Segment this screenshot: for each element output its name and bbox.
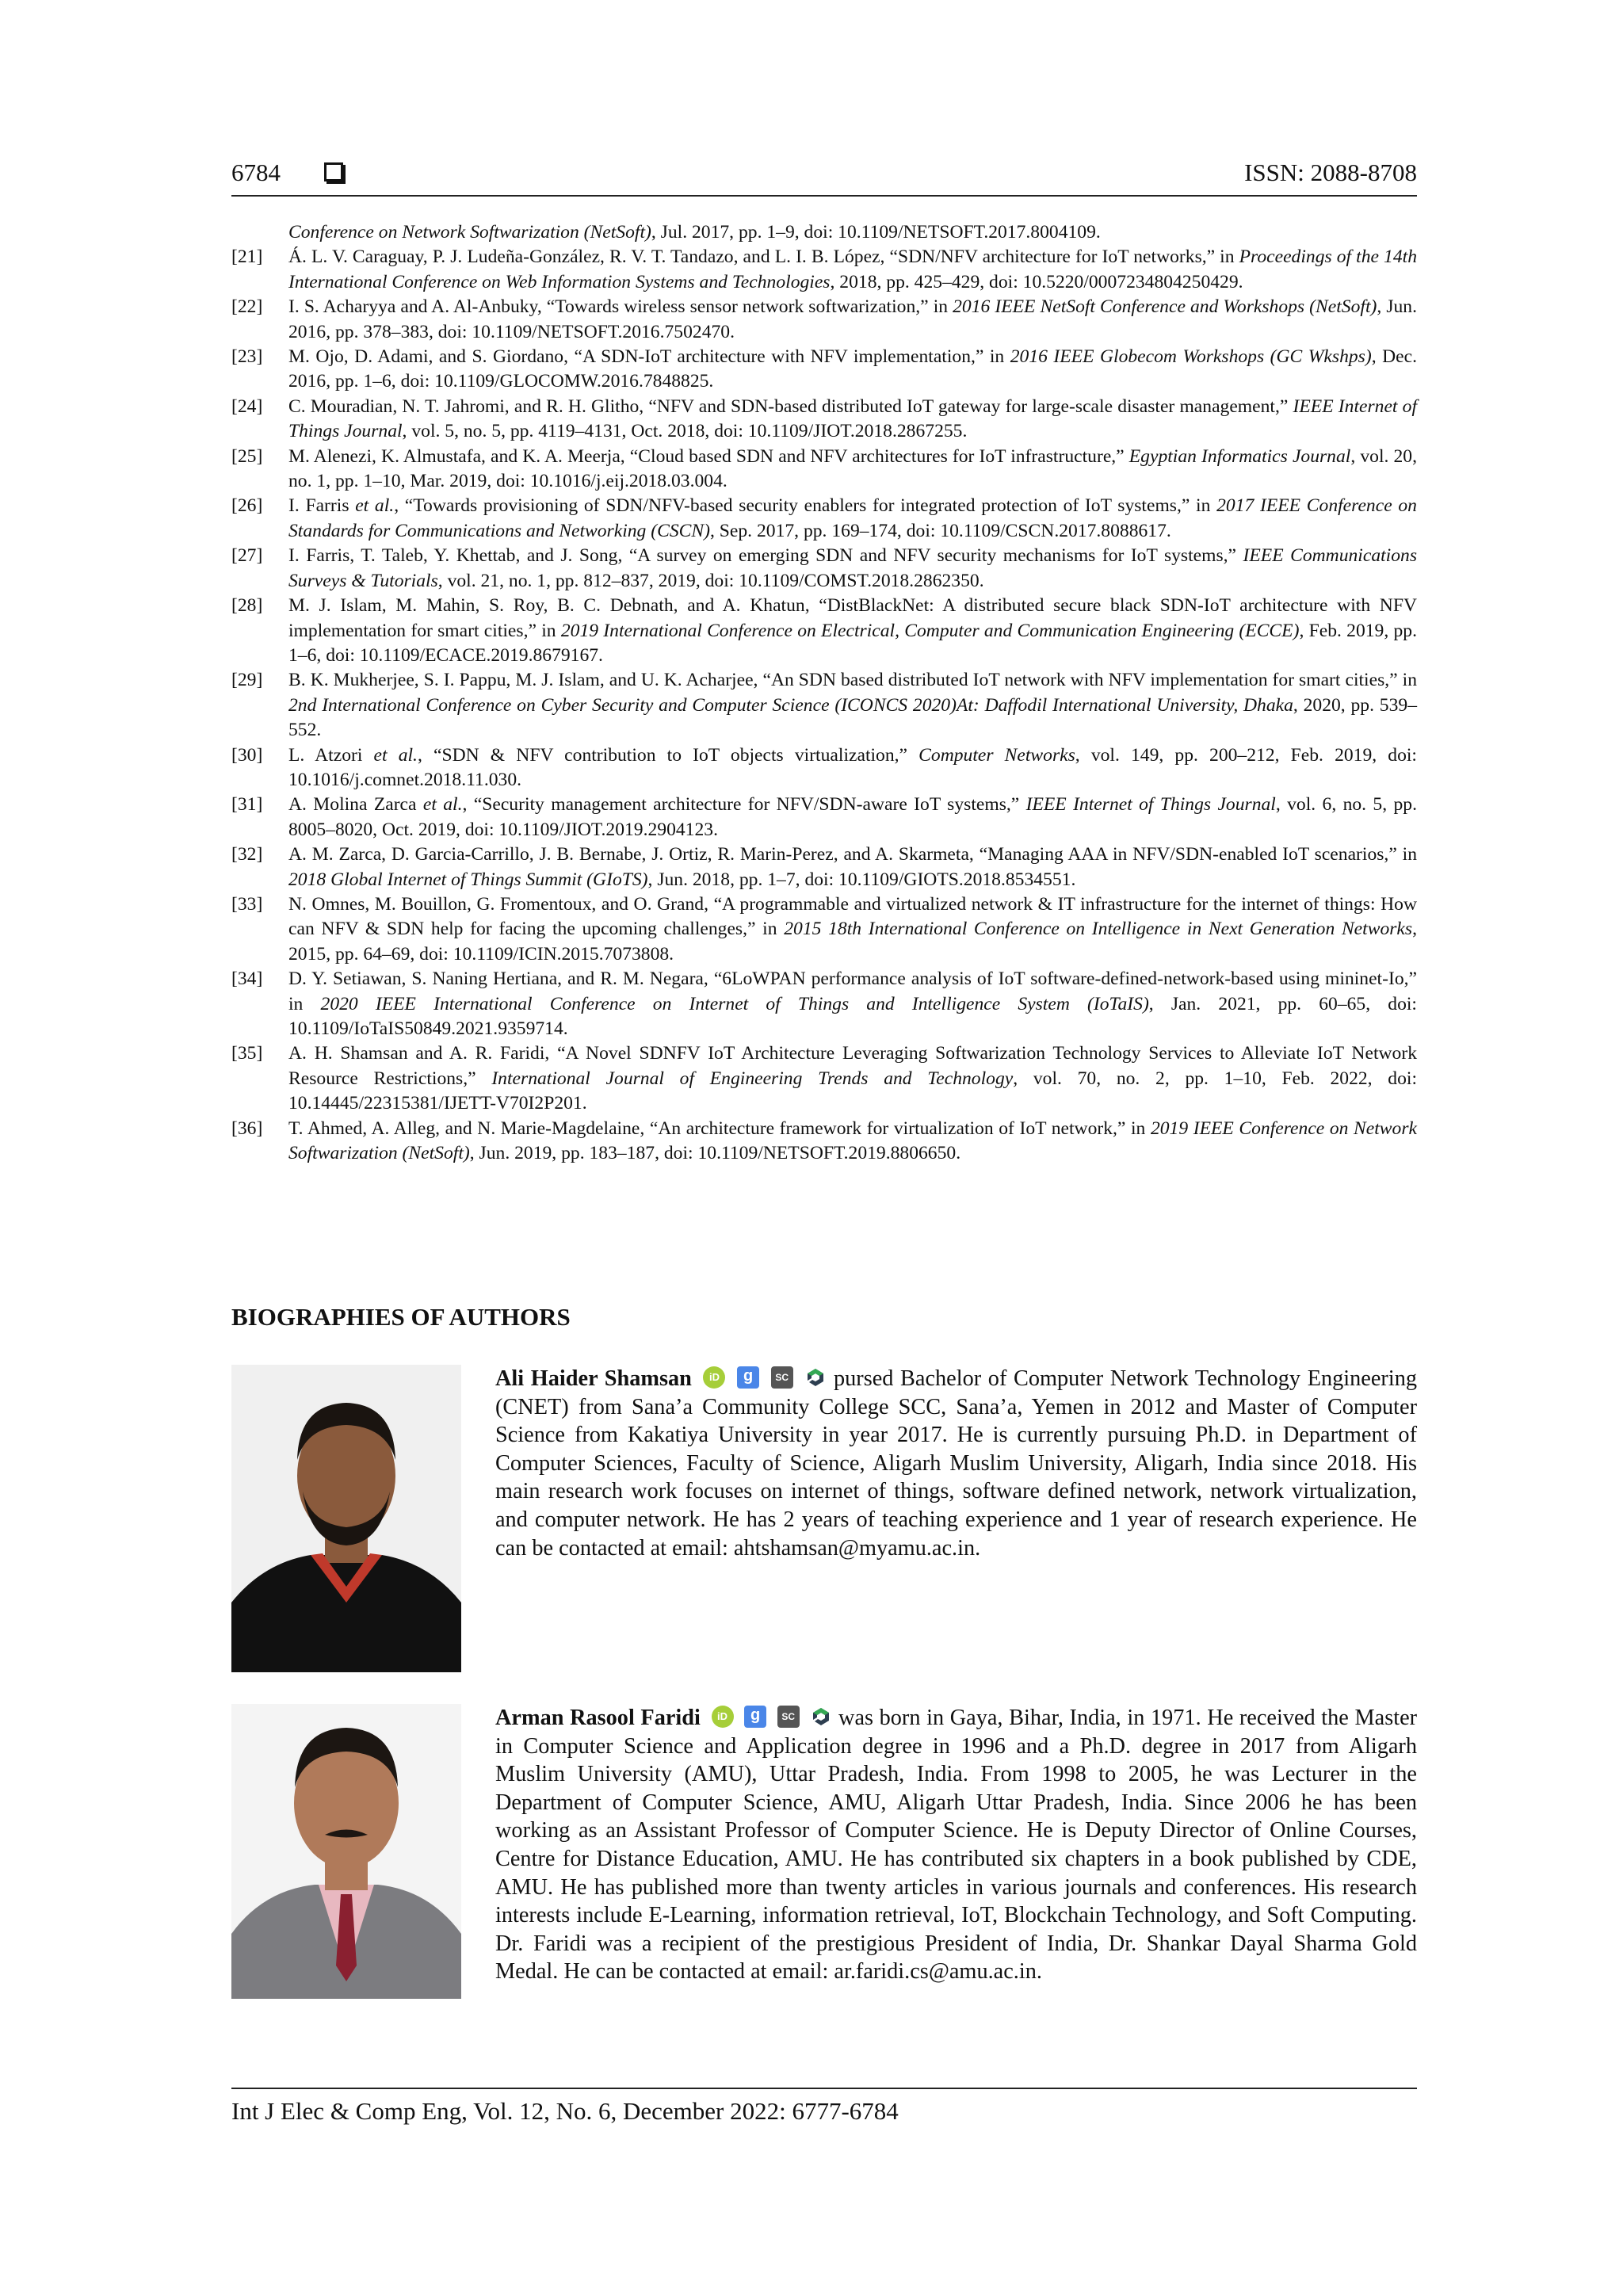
reference-text: I. S. Acharyya and A. Al-Anbuky, “Towards wireless sensor network softwarization,” in (288, 296, 953, 318)
author-description-2: was born in Gaya, Bihar, India, in 1971. He received the Master in Computer Science and Application degree in 1996 and a Ph.D. degree in 2017 from Aligarh Muslim University (AMU), Uttar Pradesh, India. From 1998 to 2005, he was Lecturer in the Department of Computer Science, AMU, Aligarh Uttar Pradesh, India. Since 2006 he has been working as an Assistant Professor of Computer Science. He is Deputy Director of Online Courses, Centre for Distance Education, AMU. He has contributed six chapters in a book published by CDE, AMU. He has published more than twenty articles in various journals and conferences. His research interests include E-Learning, information retrieval, IoT, Blockchain Technology, and Soft Computing. Dr. Faridi was a recipient of the prestigious President of India, Dr. Shankar Dayal Sharma Gold Medal. He can be contacted at email: ar.faridi.cs@amu.ac.in. (495, 1706, 1418, 1985)
reference-text: C. Mouradian, N. T. Jahromi, and R. H. Glitho, “NFV and SDN-based distributed IoT gateway for large-scale disaster management,” (288, 395, 1293, 417)
reference-text: , Sep. 2017, pp. 169–174, doi: 10.1109/CSCN.2017.8088617. (709, 520, 1171, 541)
reference-number: [29] (231, 670, 263, 691)
reference-text: M. J. Islam, M. Mahin, S. Roy, B. C. Debnath, and A. Khatun, “DistBlackNet: A distributed secure black SDN-IoT architecture with NFV implementation for smart cities,” in (288, 595, 1417, 641)
reference-text: , vol. 6, no. 5, pp. 8005–8020, Oct. 2019, doi: 10.1109/JIOT.2019.2904123. (288, 794, 1417, 840)
reference-number: [34] (231, 968, 263, 990)
reference-venue: 2019 International Conference on Electrical, Computer and Communication Engineering (ECCE) (560, 620, 1300, 641)
reference-item (231, 544, 1417, 594)
reference-venue: Conference on Network Softwarization (NetSoft) (288, 222, 651, 243)
reference-text: , “SDN & NFV contribution to IoT objects virtualization,” (417, 744, 919, 766)
reference-venue: IEEE Communications Surveys & Tutorials (288, 545, 1417, 591)
running-header (231, 155, 1417, 197)
reference-text: , 2020, pp. 539–552. (288, 694, 1417, 741)
reference-number: [33] (231, 893, 263, 915)
reference-venue: 2nd International Conference on Cyber Security and Computer Science (ICONCS 2020)At: Daffodil International University, Dhaka (288, 694, 1293, 716)
reference-venue: et al. (373, 744, 418, 766)
reference-venue: IEEE Internet of Things Journal (288, 395, 1417, 442)
reference-item (231, 245, 1417, 295)
reference-number: [30] (231, 744, 263, 766)
author-portrait-1 (231, 1365, 461, 1672)
reference-number: [25] (231, 445, 263, 467)
author-bio-text-2 (495, 1704, 1417, 1986)
author-portrait-2 (231, 1704, 461, 1999)
reference-item (231, 220, 1417, 245)
reference-item (231, 668, 1417, 743)
reference-text: , Dec. 2016, pp. 1–6, doi: 10.1109/GLOCOMW.2016.7848825. (288, 346, 1417, 392)
reference-venue: 2016 IEEE Globecom Workshops (GC Wkshps) (1010, 346, 1372, 368)
reference-text: , “Towards provisioning of SDN/NFV-based security enablers for integrated protection of IoT systems,” in (394, 495, 1217, 517)
reference-item (231, 793, 1417, 842)
reference-text: A. H. Shamsan and A. R. Faridi, “A Novel SDNFV IoT Architecture Leveraging Softwarization Technology Services to Alleviate IoT Network Resource Restrictions,” (288, 1043, 1417, 1089)
reference-text: L. Atzori (288, 744, 374, 766)
orcid-icon[interactable] (703, 1366, 725, 1389)
running-footer (231, 2088, 1417, 2126)
reference-number: [27] (231, 545, 263, 567)
reference-text: I. Farris (288, 495, 356, 517)
footer-citation: Int J Elec & Comp Eng, Vol. 12, No. 6, December 2022: 6777-6784 (231, 2097, 899, 2125)
reference-text: , “Security management architecture for NFV/SDN-aware IoT systems,” (462, 794, 1026, 816)
reference-number: [28] (231, 595, 263, 617)
reference-item (231, 842, 1417, 892)
reference-text: M. Alenezi, K. Almustafa, and K. A. Meerja, “Cloud based SDN and NFV architectures for IoT infrastructure,” (288, 445, 1129, 467)
reference-text: , Jul. 2017, pp. 1–9, doi: 10.1109/NETSOFT.2017.8004109. (651, 222, 1101, 243)
portrait-shirt (231, 1555, 461, 1672)
reference-item (231, 594, 1417, 668)
reference-text: A. Molina Zarca (288, 794, 423, 816)
reference-text: N. Omnes, M. Bouillon, G. Fromentoux, and O. Grand, “A programmable and virtualized network & IT infrastructure for the internet of things: How can NFV & SDN help for facing the upcoming challenges,” in (288, 893, 1417, 940)
reference-venue: et al. (355, 495, 395, 517)
reference-text: , Jun. 2018, pp. 1–7, doi: 10.1109/GIOTS.2018.8534551. (647, 869, 1076, 890)
reference-text: A. M. Zarca, D. Garcia-Carrillo, J. B. Bernabe, J. Ortiz, R. Marin-Perez, and A. Skarmeta, “Managing AAA in NFV/SDN-enabled IoT scenarios,” in (288, 844, 1417, 865)
reference-number: [22] (231, 296, 263, 318)
reference-text: M. Ojo, D. Adami, and S. Giordano, “A SDN-IoT architecture with NFV implementation,” in (288, 346, 1010, 368)
reference-venue: 2018 Global Internet of Things Summit (GIoTS) (288, 869, 648, 890)
reference-item (231, 345, 1417, 395)
reference-number: [26] (231, 495, 263, 517)
orcid-icon[interactable] (712, 1706, 734, 1728)
reference-text: T. Ahmed, A. Alleg, and N. Marie-Magdelaine, “An architecture framework for virtualization of IoT network,” in (288, 1117, 1151, 1139)
google-scholar-icon[interactable] (744, 1706, 766, 1728)
reference-item (231, 445, 1417, 495)
reference-venue: 2020 IEEE International Conference on Internet of Things and Intelligence System (IoTaIS) (320, 993, 1149, 1014)
google-scholar-icon[interactable] (737, 1366, 759, 1389)
reference-item (231, 892, 1417, 967)
scopus-icon[interactable] (771, 1366, 793, 1389)
reference-text: , Jun. 2016, pp. 378–383, doi: 10.1109/NETSOFT.2016.7502470. (288, 296, 1417, 342)
reference-item (231, 494, 1417, 544)
reference-venue: 2017 IEEE Conference on Standards for Communications and Networking (CSCN) (288, 495, 1417, 541)
reference-text: , vol. 20, no. 1, pp. 1–10, Mar. 2019, doi: 10.1016/j.eij.2018.03.004. (288, 445, 1417, 492)
reference-item (231, 743, 1417, 793)
author-name-1: Ali Haider Shamsan (495, 1366, 692, 1391)
author-photo-1 (231, 1365, 461, 1672)
reference-number: [23] (231, 346, 263, 368)
reference-venue: Computer Networks (918, 744, 1075, 766)
author-name-2: Arman Rasool Faridi (495, 1706, 701, 1730)
reference-venue: Proceedings of the 14th International Conference on Web Information Systems and Technologies (288, 246, 1417, 292)
reference-text: B. K. Mukherjee, S. I. Pappu, M. J. Islam, and U. K. Acharjee, “An SDN based distributed IoT network with NFV implementation for smart cities,” in (288, 670, 1417, 691)
reference-text: , vol. 21, no. 1, pp. 812–837, 2019, doi: 10.1109/COMST.2018.2862350. (437, 570, 984, 591)
reference-text: , vol. 149, pp. 200–212, Feb. 2019, doi: 10.1016/j.comnet.2018.11.030. (288, 744, 1417, 790)
reference-text: , Jun. 2019, pp. 183–187, doi: 10.1109/NETSOFT.2019.8806650. (469, 1143, 961, 1164)
author-photo-2 (231, 1704, 461, 1999)
reference-text: , 2018, pp. 425–429, doi: 10.5220/0007234804250429. (830, 271, 1243, 292)
reference-venue: Egyptian Informatics Journal (1128, 445, 1351, 467)
publons-icon[interactable] (810, 1706, 832, 1728)
reference-item (231, 395, 1417, 445)
section-heading-biographies: BIOGRAPHIES OF AUTHORS (231, 1303, 571, 1331)
author-bio-text-1 (495, 1365, 1417, 1562)
reference-number: [36] (231, 1117, 263, 1139)
author-description-1: pursed Bachelor of Computer Network Technology Engineering (CNET) from Sana’a Community College SCC, Sana’a, Yemen in 2012 and Master of Computer Science from Kakatiya University in year 2017. He is currently pursuing Ph.D. in Department of Computer Sciences, Faculty of Science, Aligarh Muslim University, Aligarh, India since 2018. His main research work focuses on internet of things, software defined network, network virtualization, and computer network. He has 2 years of teaching experience and 1 year of research experience. He can be contacted at email: ahtshamsan@myamu.ac.in. (495, 1366, 1417, 1561)
page-number: 6784 (231, 159, 281, 186)
reference-venue: International Journal of Engineering Trends and Technology (491, 1068, 1014, 1089)
reference-venue: 2015 18th International Conference on Intelligence in Next Generation Networks (784, 919, 1413, 940)
reference-venue: et al. (422, 794, 463, 816)
reference-text: I. Farris, T. Taleb, Y. Khettab, and J. Song, “A survey on emerging SDN and NFV security mechanisms for IoT systems,” (288, 545, 1243, 567)
reference-number: [31] (231, 794, 263, 816)
reference-text: , Jan. 2021, pp. 60–65, doi: 10.1109/IoTaIS50849.2021.9359714. (288, 993, 1417, 1039)
reference-number: [35] (231, 1043, 263, 1064)
reference-text: , vol. 5, no. 5, pp. 4119–4131, Oct. 2018, doi: 10.1109/JIOT.2018.2867255. (402, 421, 968, 442)
reference-venue: 2019 IEEE Conference on Network Softwarization (NetSoft) (288, 1117, 1417, 1164)
issn: ISSN: 2088-8708 (1244, 159, 1417, 186)
reference-item (231, 295, 1417, 345)
reference-item (231, 1041, 1417, 1116)
reference-list (231, 220, 1417, 1166)
reference-number: [32] (231, 844, 263, 865)
publons-icon[interactable] (804, 1366, 827, 1389)
reference-text: , Feb. 2019, pp. 1–6, doi: 10.1109/ECACE.2019.8679167. (288, 620, 1417, 666)
reference-text: D. Y. Setiawan, S. Naning Hertiana, and R. M. Negara, “6LoWPAN performance analysis of IoT software-defined-network-based using mininet-Io,” in (288, 968, 1417, 1014)
reference-number: [21] (231, 246, 263, 268)
reference-text: , vol. 70, no. 2, pp. 1–10, Feb. 2022, doi: 10.14445/22315381/IJETT-V70I2P201. (288, 1068, 1418, 1114)
reference-item (231, 967, 1417, 1041)
reference-text: , 2015, pp. 64–69, doi: 10.1109/ICIN.2015.7073808. (288, 919, 1417, 965)
square-box-icon (324, 162, 343, 181)
reference-text: Á. L. V. Caraguay, P. J. Ludeña-González, R. V. T. Tandazo, and L. I. B. López, “SDN/NFV architecture for IoT networks,” in (288, 246, 1239, 268)
reference-number: [24] (231, 395, 263, 417)
scopus-icon[interactable] (777, 1706, 800, 1728)
reference-venue: IEEE Internet of Things Journal (1025, 794, 1276, 816)
reference-venue: 2016 IEEE NetSoft Conference and Workshops (NetSoft) (953, 296, 1377, 318)
reference-item (231, 1117, 1417, 1167)
